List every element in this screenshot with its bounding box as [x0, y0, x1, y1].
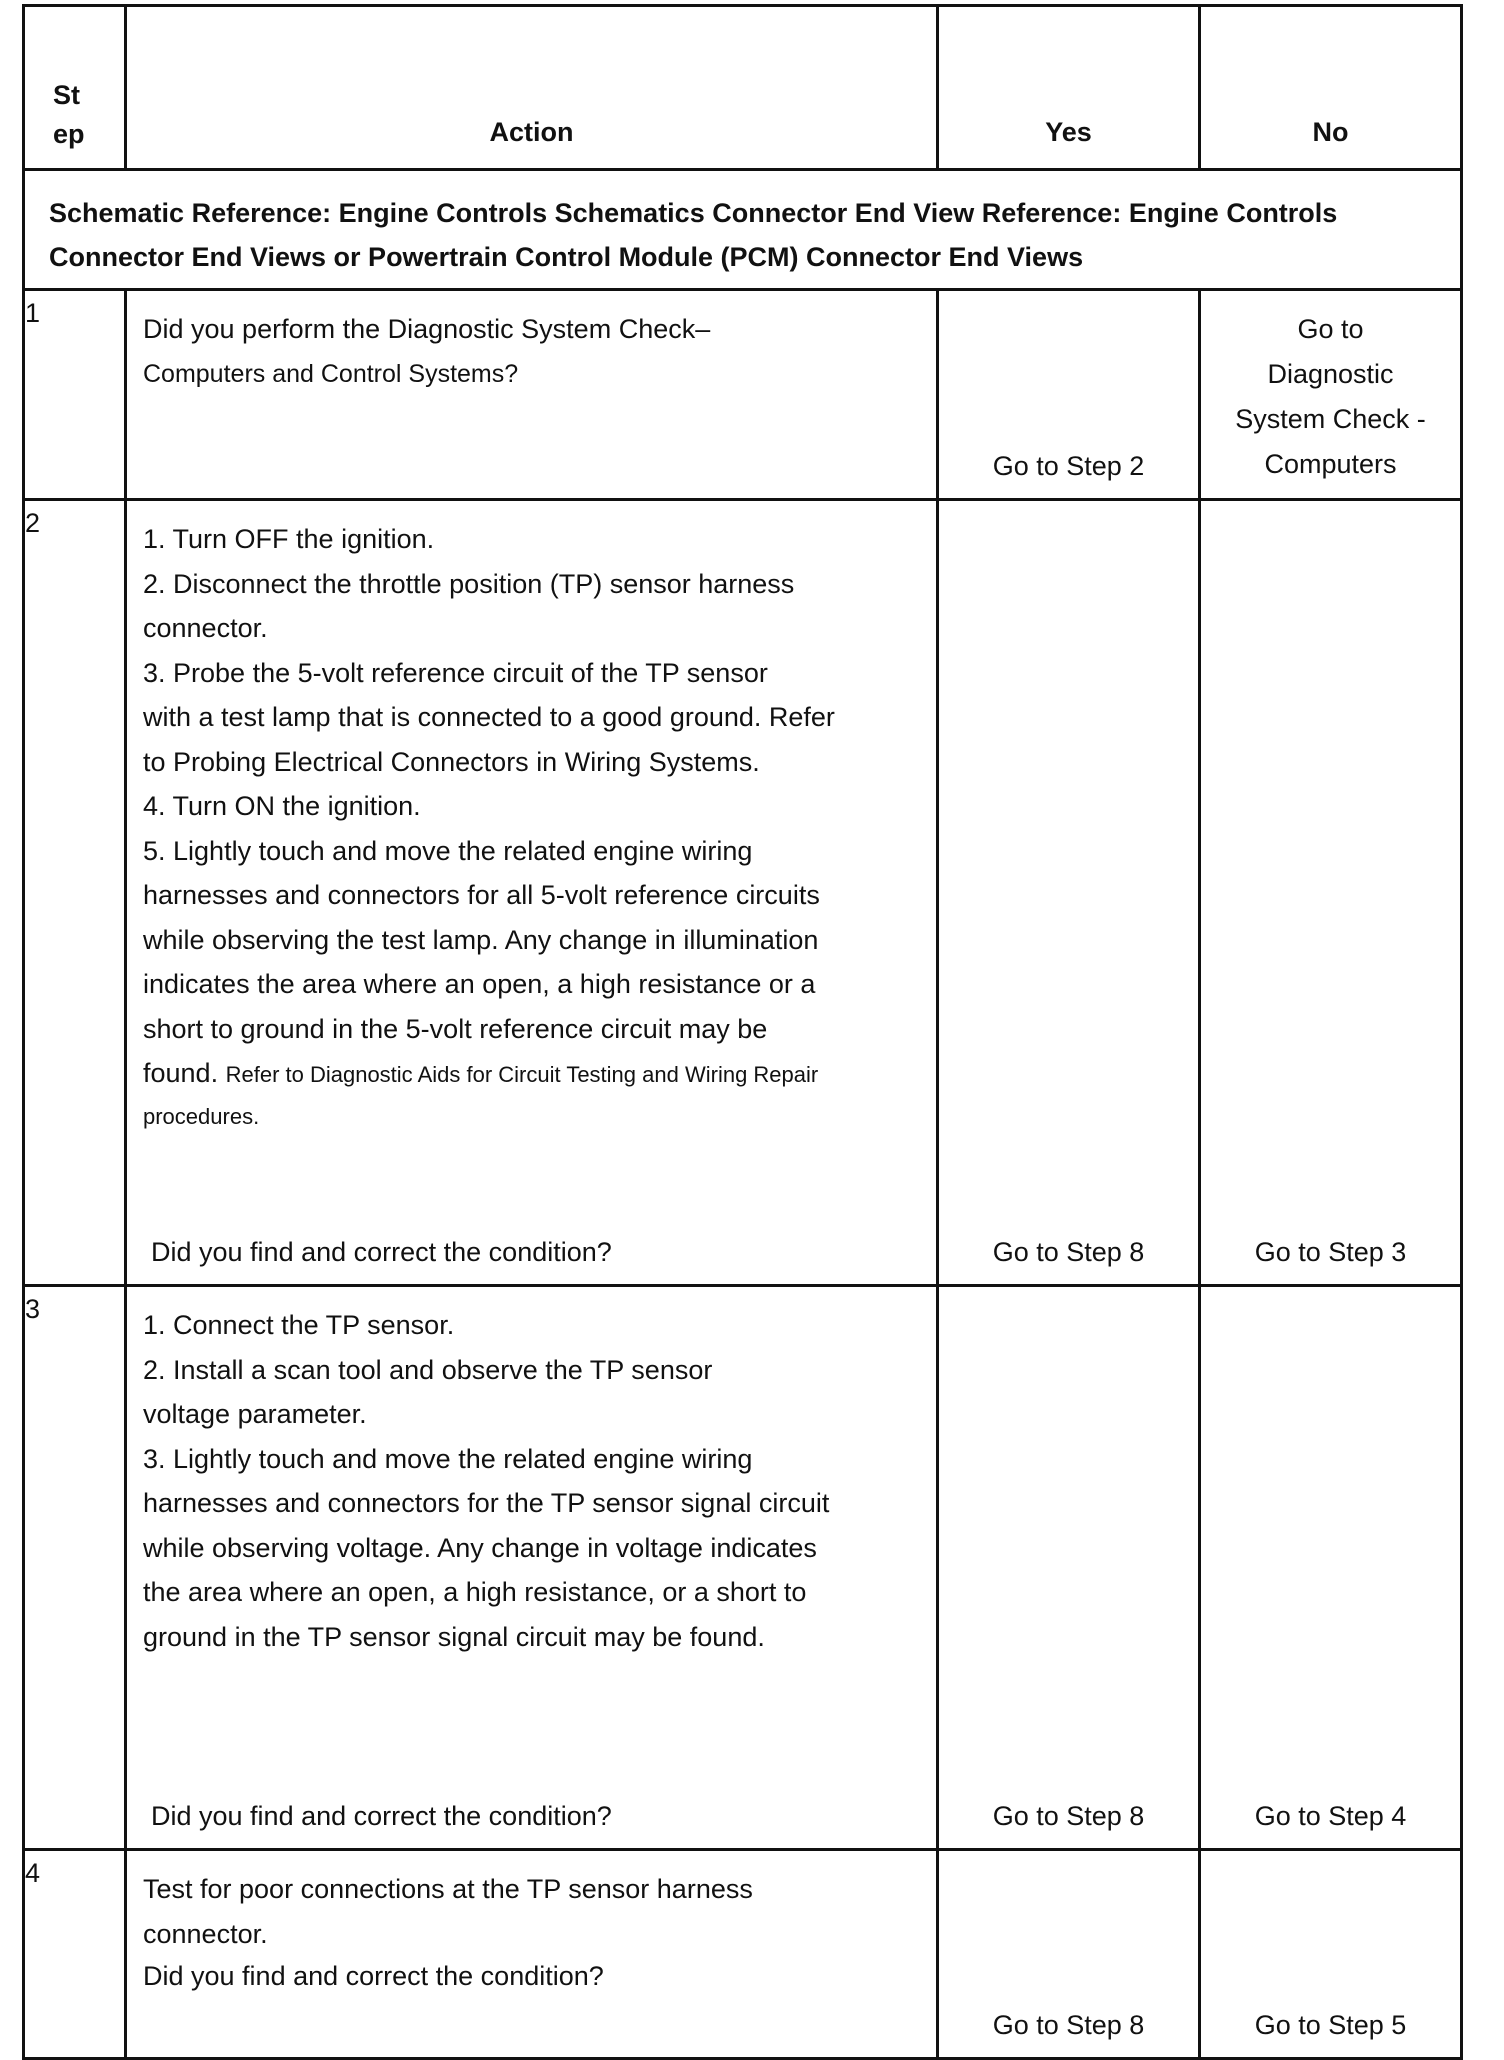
diagnostic-table [22, 4, 1463, 2060]
table-row-step-2 [24, 500, 1462, 1286]
action-line: while observing the test lamp. Any change in illumination [143, 924, 819, 955]
step-action [126, 1286, 938, 1850]
yes-link[interactable]: Go to Step 8 [992, 2009, 1145, 2040]
action-line: 4. Turn ON the ignition. [143, 791, 421, 821]
action-note: Refer to Diagnostic Aids for Circuit Testing and Wiring Repair [225, 1062, 819, 1087]
action-line: short to ground in the 5-volt reference circuit may be [143, 1013, 768, 1044]
action-line: ground in the TP sensor signal circuit may be found. [143, 1621, 765, 1652]
action-line: voltage parameter. [143, 1399, 367, 1429]
action-line: 5. Lightly touch and move the related engine wiring [143, 835, 753, 866]
action-line: procedures. [143, 1103, 260, 1129]
no-line: System Check - [1235, 404, 1426, 434]
step-yes [938, 290, 1200, 500]
action-line: Did you perform the Diagnostic System Check– [143, 314, 711, 344]
action-line: the area where an open, a high resistance, or a short to [143, 1577, 807, 1607]
action-line: 2. Disconnect the throttle position (TP) sensor harness [143, 568, 795, 599]
action-line: harnesses and connectors for all 5-volt reference circuits [143, 880, 820, 910]
header-no: No [1200, 6, 1462, 170]
step-number: 2 [24, 500, 126, 1286]
no-link[interactable] [1201, 291, 1460, 487]
table-row-step-4 [24, 1850, 1462, 2059]
no-link[interactable]: Go to Step 5 [1254, 2009, 1407, 2040]
action-line: while observing voltage. Any change in voltage indicates [143, 1532, 817, 1563]
no-line: Diagnostic [1267, 359, 1394, 389]
header-action: Action [126, 6, 938, 170]
no-link[interactable]: Go to Step 4 [1254, 1800, 1407, 1831]
step-question: Did you find and correct the condition? [151, 1236, 612, 1267]
step-no [1200, 1286, 1462, 1850]
table-row-step-3 [24, 1286, 1462, 1850]
step-yes [938, 500, 1200, 1286]
diagnostic-page [22, 4, 1460, 2040]
action-line: connector. [143, 1918, 268, 1949]
schematic-reference-line2: Connector End Views or Powertrain Control Module (PCM) Connector End Views [49, 242, 1084, 272]
no-line: Go to [1297, 314, 1364, 344]
no-link[interactable]: Go to Step 3 [1254, 1236, 1407, 1267]
no-line: Computers [1264, 449, 1397, 479]
action-line: to Probing Electrical Connectors in Wiring Systems. [143, 746, 760, 777]
action-line: 3. Probe the 5-volt reference circuit of the TP sensor [143, 657, 768, 688]
step-number: 4 [24, 1850, 126, 2059]
step-question: Did you find and correct the condition? [151, 1800, 612, 1831]
step-number: 1 [24, 290, 126, 500]
step-yes [938, 1286, 1200, 1850]
action-line: 3. Lightly touch and move the related engine wiring [143, 1443, 753, 1474]
table-header-row [24, 6, 1462, 170]
action-line: indicates the area where an open, a high resistance or a [143, 969, 816, 999]
yes-link[interactable]: Go to Step 8 [992, 1800, 1145, 1831]
action-line: connector. [143, 613, 268, 643]
schematic-reference-line1: Schematic Reference: Engine Controls Schematics Connector End View Reference: Engine Controls [49, 198, 1338, 228]
schematic-reference-row [24, 170, 1462, 290]
schematic-reference [24, 170, 1462, 290]
header-step [24, 6, 126, 170]
action-line: 1. Connect the TP sensor. [143, 1310, 455, 1340]
action-line: Did you find and correct the condition? [143, 1961, 604, 1991]
header-yes: Yes [938, 6, 1200, 170]
table-row-step-1 [24, 290, 1462, 500]
step-action [126, 290, 938, 500]
step-no [1200, 500, 1462, 1286]
yes-link[interactable]: Go to Step 2 [992, 450, 1145, 481]
action-line: harnesses and connectors for the TP sensor signal circuit [143, 1488, 830, 1518]
step-action [126, 500, 938, 1286]
action-line: Test for poor connections at the TP sensor harness [143, 1874, 753, 1904]
action-line: Computers and Control Systems? [143, 359, 519, 388]
header-step-line2: ep [53, 119, 85, 149]
action-line: 2. Install a scan tool and observe the TP sensor [143, 1354, 713, 1385]
action-line [143, 1051, 920, 1098]
step-no [1200, 1850, 1462, 2059]
step-number: 3 [24, 1286, 126, 1850]
step-action [126, 1850, 938, 2059]
action-line: with a test lamp that is connected to a good ground. Refer [143, 702, 835, 732]
step-no [1200, 290, 1462, 500]
action-line: 1. Turn OFF the ignition. [143, 524, 435, 554]
header-step-line1: St [53, 80, 80, 110]
action-found: found. [143, 1058, 219, 1088]
step-yes [938, 1850, 1200, 2059]
yes-link[interactable]: Go to Step 8 [992, 1236, 1145, 1267]
